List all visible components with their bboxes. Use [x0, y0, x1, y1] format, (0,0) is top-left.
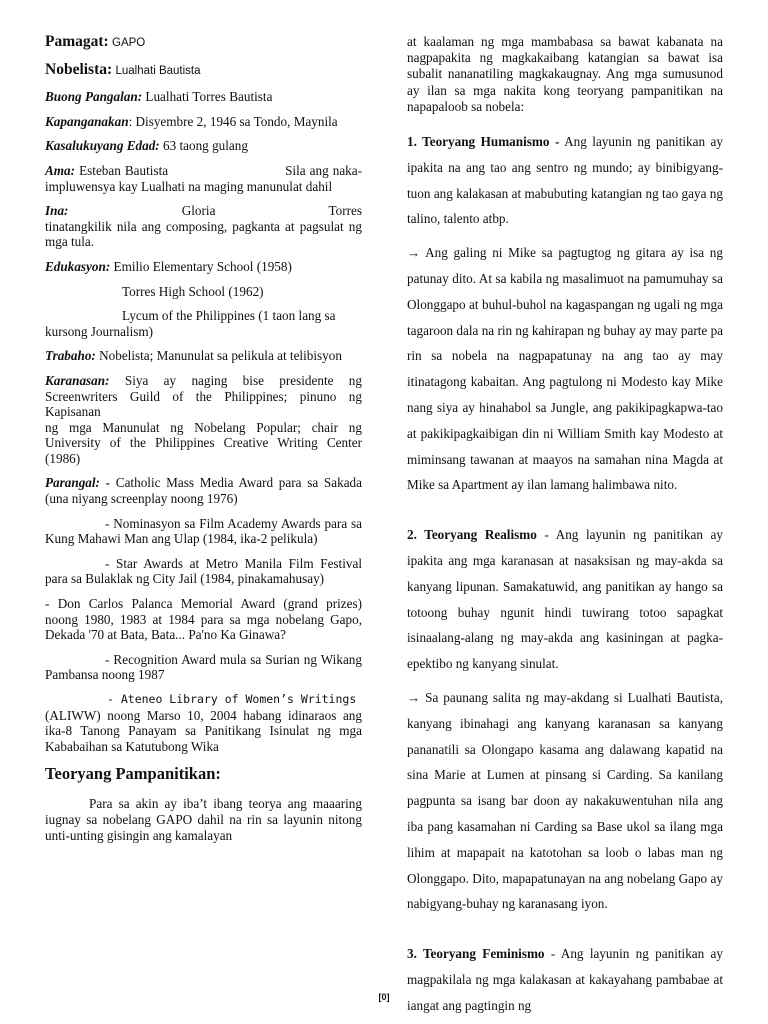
nobelista-label: Nobelista: [45, 60, 113, 78]
ama-field [45, 163, 362, 194]
pamagat-label: Pamagat: [45, 33, 109, 50]
realismo-title: 2. Teoryang Realismo [407, 527, 537, 543]
kapanganakan-field [45, 114, 362, 130]
parangal-item-2: - Nominasyon sa Film Academy Awards para sa Kung Mahawi Man ang Ulap (1984, ika-2 pelikula) [45, 515, 362, 547]
edad-field [45, 138, 362, 154]
realismo-example [407, 685, 723, 917]
nobelista-value: Lualhati Bautista [115, 64, 201, 77]
parangal-label: Parangal: - [45, 475, 111, 491]
right-column [407, 34, 723, 1019]
humanismo-example [407, 240, 723, 498]
buong-pangalan-value: Lualhati Torres Bautista [145, 89, 273, 105]
karanasan-value-1: Siya ay naging bise presidente ng Screenwriters Guild of the Philippines; pinuno ng Kapisanan [45, 372, 362, 420]
karanasan-value-2: ng mga Manunulat ng Nobelang Popular; chair ng University of the Philippines Creative Writing Center (1986) [45, 419, 362, 466]
karanasan-label: Karanasan: [45, 372, 110, 388]
teorya-realismo [407, 522, 723, 677]
edukasyon-field [45, 259, 362, 275]
parangal-item-6b: (ALIWW) noong Marso 10, 2004 habang idinaraos ang ika-8 Tanong Panayam sa Panitikang Isinulat ng mga Kababaihan sa Katutubong Wika [45, 707, 362, 754]
kapanganakan-value: : Disyembre 2, 1946 sa Tondo, Maynila [128, 113, 338, 129]
ama-value: Esteban Bautista Sila ang naka-impluwensya kay Lualhati na maging manunulat dahil [45, 162, 363, 194]
ina-value: Gloria Torres tinatangkilik nila ang composing, pagkanta at pagsulat ng mga tula. [45, 203, 366, 250]
karanasan-field [45, 373, 362, 420]
left-column [45, 33, 366, 844]
arrow-right-icon: → [407, 689, 421, 705]
buong-pangalan-field [45, 89, 362, 105]
edukasyon-value-1: Emilio Elementary School (1958) [113, 258, 292, 274]
buong-pangalan-label: Buong Pangalan: [45, 89, 143, 105]
parangal-field [45, 475, 362, 506]
intro-continued: at kaalaman ng mga mambabasa sa bawat kabanata na nagpapakita ng magkakaibang katangian sa bawat isa subalit nananatiling magkakaugnay. Ang mga sumusunod ay ilan sa mga nakita kong teoryang pampanitikan na napapaloob sa nobela: [407, 34, 723, 114]
edukasyon-value-3: Lycum of the Philippines (1 taon lang sa kursong Journalism) [45, 308, 336, 339]
teorya-humanismo [407, 129, 723, 232]
edad-label: Kasalukuyang Edad: [45, 138, 160, 154]
trabaho-label: Trabaho: [45, 348, 96, 364]
arrow-right-icon: → [407, 245, 421, 261]
trabaho-value: Nobelista; Manunulat sa pelikula at telibisyon [99, 348, 342, 364]
pamagat-value: GAPO [112, 37, 146, 49]
teorya-feminismo [407, 941, 723, 1018]
parangal-item-1: Catholic Mass Media Award para sa Sakada (una niyang screenplay noong 1976) [45, 475, 363, 507]
page-number: [0] [378, 992, 390, 1002]
parangal-item-6a: - Ateneo Library of Women’s Writings [107, 692, 357, 706]
realismo-body: - Ang layunin ng panitikan ay ipakita ang mga karanasan at nasaksisan ng may-akda sa kanyang lipunan. Samakatuwid, ang panitikan ay hango sa totoong buhay ngunit hindi tuwirang totoo sapagkat isinaalang-alang ng may-akda ang kasiningan at pagka-epektibo ng kanyang sinulat. [407, 527, 723, 672]
edad-value: 63 taong gulang [162, 138, 248, 154]
ina-label: Ina: [45, 203, 69, 219]
ama-label: Ama: [45, 162, 76, 178]
section-title-teoryang-pampanitikan: Teoryang Pampanitikan: [45, 764, 221, 784]
ina-field [45, 203, 366, 250]
parangal-item-3: - Star Awards at Metro Manila Film Festival para sa Bulaklak ng City Jail (1984, pinakamahusay) [45, 555, 362, 587]
nobelista-field [45, 62, 362, 80]
trabaho-field [45, 348, 362, 364]
parangal-item-5: - Recognition Award mula sa Surian ng Wikang Pambansa noong 1987 [45, 651, 362, 683]
humanismo-body: Ang layunin ng panitikan ay ipakita na ang tao ang sentro ng mundo; ay binibigyang-tuon ang kalakasan at mabubuting katangian ng tao gaya ng talino, talento atbp. [407, 134, 723, 227]
pamagat-field [45, 34, 362, 52]
parangal-item-4: - Don Carlos Palanca Memorial Award (grand prizes) noong 1980, 1983 at 1984 para sa mga nobelang Gapo, Dekada '70 at Bata, Bata... Pa'no Ka Ginawa? [45, 596, 362, 643]
kapanganakan-label: Kapanganakan [45, 113, 129, 129]
realismo-example-text: Sa paunang salita ng may-akdang si Lualhati Bautista, kanyang ibinahagi ang kanyang karanasan sa kanyang pananatili sa Olongapo kasama ang dalawang kapatid na sina Marie at Lumen at pinsang si Carding. Sa kanilang pagpunta sa isang bar doon ay nakakuwentuhan nila ang iba pang kasamahan ni Carding sa Base ukol sa ilang mga lihim at mapapait na katotohan sa loob o labas man ng Olonggapo. Dito, mapapatunayan na ang nobelang Gapo ay nabigyang-buhay ng karanasang iyon. [407, 689, 723, 912]
humanismo-example-text: Ang galing ni Mike sa pagtugtog ng gitara ay isa ng patunay dito. At sa kabila ng masalimuot na pamumuhay sa Olonggapo at buhul-buhol na kagaspangan ng ugali ng mga tagaroon dala na rin ng kahirapan ng buhay ay may parte pa rin sa nobela na nagpapatunay na ang tao ay may itinatagong kabaitan. Ang pagtulong ni Modesto kay Mike nang siya ay hinahabol sa Jungle, ang pakikipagkapwa-tao at pakikipagkaibigan din ni William Smith kay Modesto at miminsang tawanan at maayos na samahan nina Magda at Mike sa Apartment ay ilan lamang halimbawa nito. [407, 245, 724, 493]
feminismo-body: - Ang layunin ng panitikan ay magpakilala ng mga kalakasan at kakayahang pambabae at iangat ang pagtingin ng [407, 946, 723, 1013]
edukasyon-label: Edukasyon: [45, 258, 111, 274]
edukasyon-value-2: Torres High School (1962) [122, 283, 264, 299]
humanismo-title: 1. Teoryang Humanismo - [407, 134, 560, 150]
intro-paragraph: Para sa akin ay iba’t ibang teorya ang maaaring iugnay sa nobelang GAPO dahil na rin sa layunin nitong unti-unting gisingin ang kamalayan [45, 795, 362, 843]
feminismo-title: 3. Teoryang Feminismo [407, 946, 545, 962]
